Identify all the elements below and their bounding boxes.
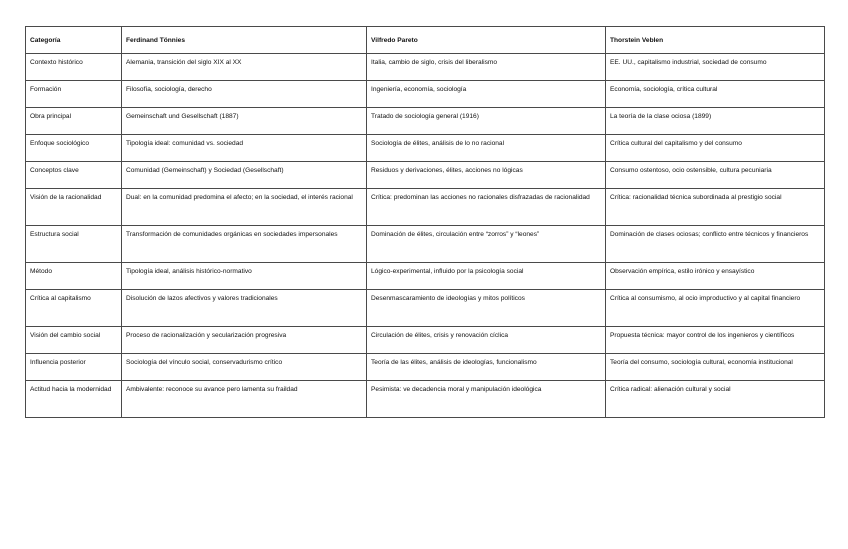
header-cell: Vilfredo Pareto [367, 27, 606, 54]
table-row [26, 263, 825, 290]
table-cell: Pesimista: ve decadencia moral y manipulación ideológica [367, 381, 606, 418]
table-cell: Tipología ideal: comunidad vs. sociedad [122, 135, 367, 162]
header-cell: Ferdinand Tönnies [122, 27, 367, 54]
table-cell: Proceso de racionalización y secularización progresiva [122, 327, 367, 354]
table-row [26, 354, 825, 381]
table-row [26, 226, 825, 263]
table-cell: Economía, sociología, crítica cultural [606, 81, 825, 108]
table-row [26, 135, 825, 162]
table-cell: Estructura social [26, 226, 122, 263]
table-cell: Dual: en la comunidad predomina el afecto; en la sociedad, el interés racional [122, 189, 367, 226]
table-cell: Residuos y derivaciones, élites, acciones no lógicas [367, 162, 606, 189]
table-row [26, 189, 825, 226]
table-cell: Método [26, 263, 122, 290]
table-row [26, 290, 825, 327]
table-header-row [26, 27, 825, 54]
table-cell: Formación [26, 81, 122, 108]
table-cell: Propuesta técnica: mayor control de los ingenieros y científicos [606, 327, 825, 354]
table-cell: Sociología del vínculo social, conservadurismo crítico [122, 354, 367, 381]
table-cell: Observación empírica, estilo irónico y ensayístico [606, 263, 825, 290]
table-cell: Lógico-experimental, influido por la psicología social [367, 263, 606, 290]
table-cell: Comunidad (Gemeinschaft) y Sociedad (Gesellschaft) [122, 162, 367, 189]
table-cell: Sociología de élites, análisis de lo no racional [367, 135, 606, 162]
table-cell: Actitud hacia la modernidad [26, 381, 122, 418]
table-row [26, 108, 825, 135]
table-cell: Filosofía, sociología, derecho [122, 81, 367, 108]
table-cell: Desenmascaramiento de ideologías y mitos políticos [367, 290, 606, 327]
table-cell: Influencia posterior [26, 354, 122, 381]
table-cell: Crítica al capitalismo [26, 290, 122, 327]
table-cell: Tipología ideal, análisis histórico-normativo [122, 263, 367, 290]
table-cell: Ambivalente: reconoce su avance pero lamenta su fraildad [122, 381, 367, 418]
table-row [26, 162, 825, 189]
table-cell: Dominación de clases ociosas; conflicto entre técnicos y financieros [606, 226, 825, 263]
table-cell: Teoría del consumo, sociología cultural, economía institucional [606, 354, 825, 381]
table-cell: Crítica: racionalidad técnica subordinada al prestigio social [606, 189, 825, 226]
table-cell: Teoría de las élites, análisis de ideologías, funcionalismo [367, 354, 606, 381]
table-row [26, 54, 825, 81]
table-cell: Enfoque sociológico [26, 135, 122, 162]
table-cell: Disolución de lazos afectivos y valores tradicionales [122, 290, 367, 327]
table-cell: La teoría de la clase ociosa (1899) [606, 108, 825, 135]
table-row [26, 327, 825, 354]
comparison-table [25, 26, 825, 418]
table-cell: EE. UU., capitalismo industrial, sociedad de consumo [606, 54, 825, 81]
table-cell: Visión del cambio social [26, 327, 122, 354]
table-cell: Dominación de élites, circulación entre “zorros” y “leones” [367, 226, 606, 263]
table-cell: Crítica cultural del capitalismo y del consumo [606, 135, 825, 162]
table-cell: Visión de la racionalidad [26, 189, 122, 226]
table-cell: Italia, cambio de siglo, crisis del liberalismo [367, 54, 606, 81]
table-cell: Contexto histórico [26, 54, 122, 81]
table-row [26, 381, 825, 418]
header-cell: Categoría [26, 27, 122, 54]
table-cell: Alemania, transición del siglo XIX al XX [122, 54, 367, 81]
table-cell: Gemeinschaft und Gesellschaft (1887) [122, 108, 367, 135]
table-cell: Obra principal [26, 108, 122, 135]
table-row [26, 81, 825, 108]
table-cell: Transformación de comunidades orgánicas en sociedades impersonales [122, 226, 367, 263]
table-cell: Ingeniería, economía, sociología [367, 81, 606, 108]
table-cell: Tratado de sociología general (1916) [367, 108, 606, 135]
table-cell: Consumo ostentoso, ocio ostensible, cultura pecuniaria [606, 162, 825, 189]
header-cell: Thorstein Veblen [606, 27, 825, 54]
table-cell: Crítica al consumismo, al ocio improductivo y al capital financiero [606, 290, 825, 327]
table-cell: Circulación de élites, crisis y renovación cíclica [367, 327, 606, 354]
table-cell: Crítica: predominan las acciones no racionales disfrazadas de racionalidad [367, 189, 606, 226]
table-cell: Crítica radical: alienación cultural y social [606, 381, 825, 418]
table-cell: Conceptos clave [26, 162, 122, 189]
